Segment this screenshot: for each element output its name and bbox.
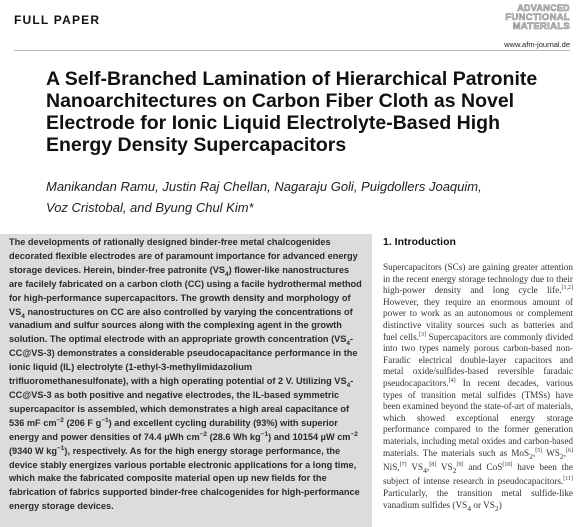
authors-line-2: Voz Cristobal, and Byung Chul Kim*	[46, 200, 254, 215]
citation-ref[interactable]: [8]	[429, 461, 437, 468]
citation-ref[interactable]: [10]	[502, 461, 513, 468]
logo-line-3: MATERIALS	[512, 21, 570, 32]
citation-ref[interactable]: [4]	[448, 377, 456, 384]
intro-heading: 1. Introduction	[383, 236, 456, 248]
citation-ref[interactable]: [6]	[566, 447, 573, 454]
citation-ref[interactable]: [1,2]	[561, 285, 573, 292]
section-label: FULL PAPER	[14, 13, 101, 27]
citation-ref[interactable]: [3]	[418, 331, 426, 338]
citation-ref[interactable]: [5]	[535, 447, 543, 454]
authors-line-1: Manikandan Ramu, Justin Raj Chellan, Nagaraju Goli, Puigdollers Joaquim,	[46, 179, 482, 194]
article-title: A Self-Branched Lamination of Hierarchical Patronite Nanoarchitectures on Carbon Fiber Cloth as Novel Electrode for Ionic Liquid Electrolyte-Based High Energy Density Supercapacitors	[46, 68, 538, 156]
journal-logo	[505, 4, 570, 31]
journal-url[interactable]: www.afm-journal.de	[504, 40, 570, 49]
intro-paragraph: Supercapacitors (SCs) are gaining greater attention in the recent energy storage technology due to their high-power density and long cycle life.[1,2] However, they require an enormous amount of power to work as an autonomous or complement distinctive vitality sources such as batteries and fuel cells.[3] Supercapacitors are commonly divided into two types namely porous carbon-based non-Faradic electrical double-layer capacitors and metal oxide/sulfides-based reversible faradaic pseudocapacitors.[4] In recent decades, various types of transition metal sulfides (TMSs) have been examined beyond the state-of-art of materials, which showed exceptional energy storage performance compared to the former generation materials, including metal oxides and carbon-based materials. The materials such as MoS$_2$,[5] $WS_2,[6]$ NiS,[7] $VS_4,[8]$ $VS_2[9]$ and CoS[10] have been the subject of intense research in pseudocapacitors.[11] Particularly, the transition metal sulfide-like vanadium sulfides ($VS_4$ or $VS_2$)	[383, 262, 573, 513]
abstract-text: The developments of rationally designed binder-free metal chalcogenides decorated flexible electrodes are of paramount importance for advanced energy storage devices. Herein, binder-free patronite $(VS_4)$ flower-like nanostructures are facilely fabricated on a carbon cloth (CC) using a facile hydrothermal method for high-performance supercapacitors. The growth density and morphology of $VS_4$ nanostructures on CC are also controlled by varying the concentrations of vanadium and sulfur sources along with the complexing agent in the growth solution. The optimal electrode with an appropriate growth concentration $(VS_4-CC@VS-3)$ demonstrates a considerable pseudocapacitance performance in the ionic liquid (IL) electrolyte (1-ethyl-3-methylimidazolium trifluoromethanesulfonate), with a high operating potential of 2 V. Utilizing $VS_4-CC@VS-3$ as both positive and negative electrodes, the IL-based symmetric supercapacitor is assembled, which demonstrates a high areal capacitance of 536 mF $cm^{-2}$ (206 F $g^{-1}$) and excellent cycling durability (93%) with superior energy and power densities of 74.4 µWh $cm^{-2}$ (28.6 Wh $kg^{-1}$) and 10154 µW $cm^{-2}$ (9340 W $kg^{-1}$), respectively. As for the high energy storage performance, the device stably energizes various portable electronic applications for a long time, which make the fabricated composite material open up new fields for the fabrication of fabrics supported binder-free chalcogenides for high-performance energy storage devices.	[9, 237, 362, 512]
citation-ref[interactable]: [7]	[399, 461, 407, 468]
header-divider	[14, 50, 570, 51]
logo-line-2: FUNCTIONAL	[505, 12, 570, 23]
citation-ref[interactable]: [9]	[456, 461, 464, 468]
citation-ref[interactable]: [11]	[563, 476, 573, 483]
author-list	[46, 176, 566, 218]
logo-line-1: ADVANCED	[517, 3, 570, 13]
